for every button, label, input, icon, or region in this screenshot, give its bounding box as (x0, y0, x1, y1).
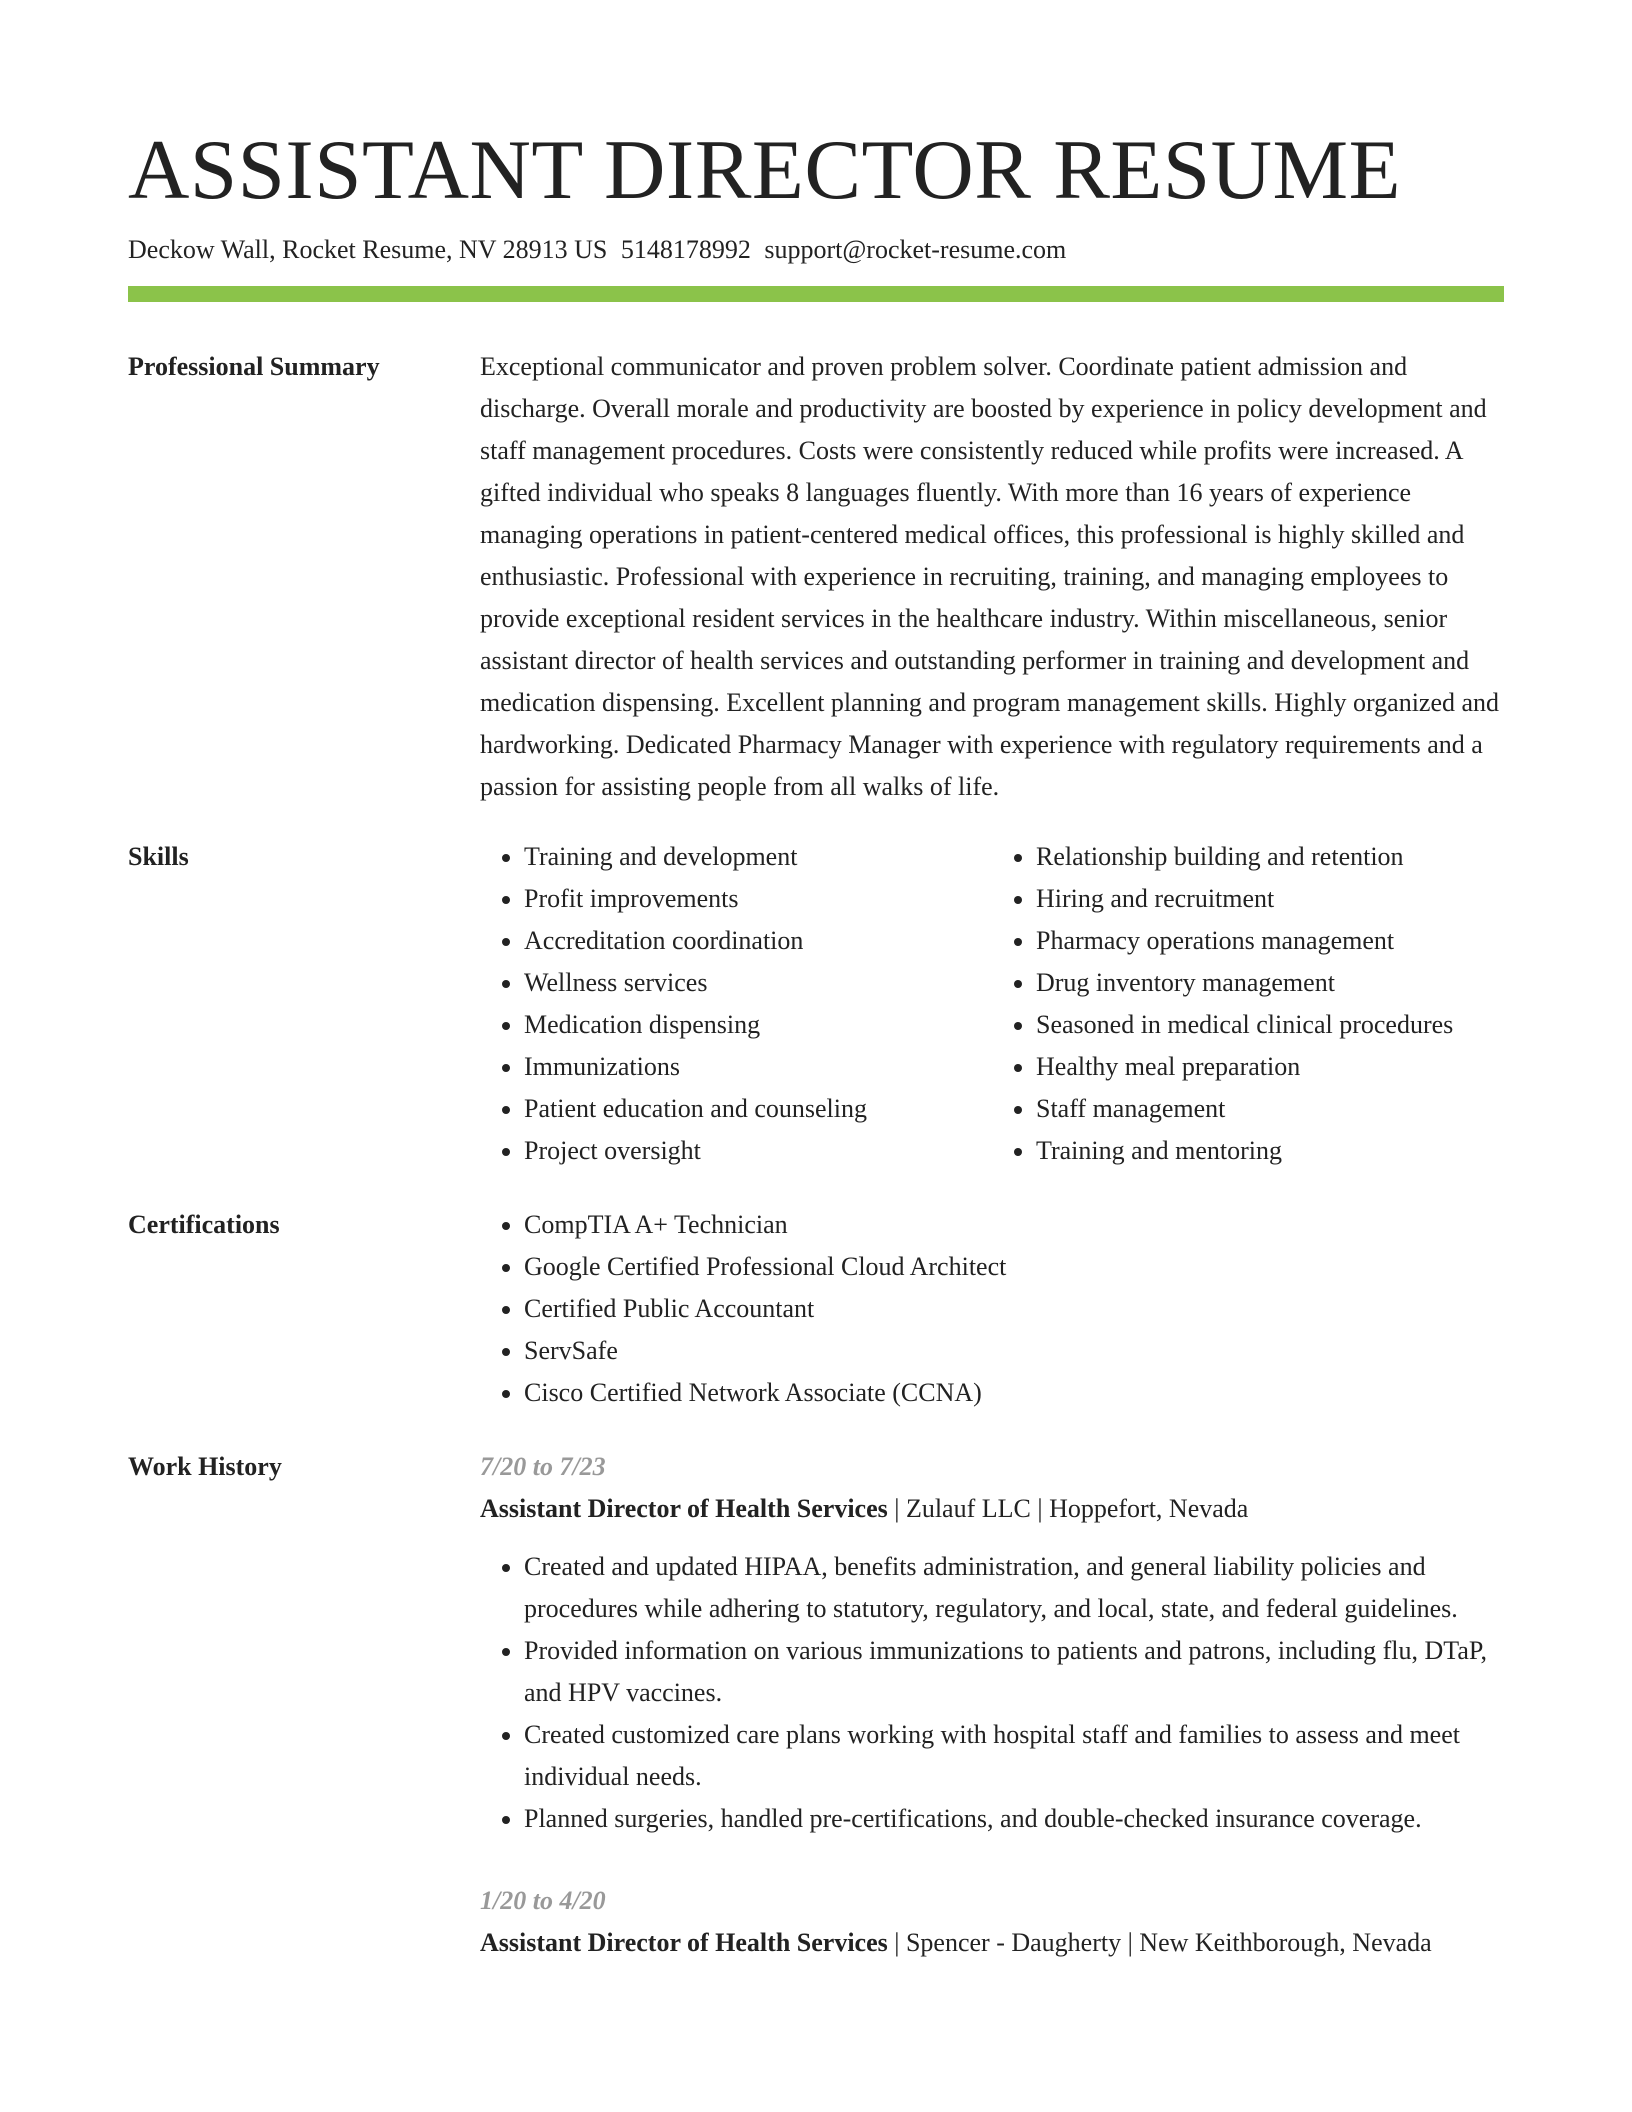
certifications-list (480, 1204, 1504, 1414)
work-history-body (480, 1452, 1504, 1964)
job-bullet: • Provided information on various immunizations to patients and patrons, including flu, DTaP, and HPV vaccines. (524, 1630, 1504, 1714)
job-dates: 1/20 to 4/20 (480, 1886, 606, 1915)
job-title: Assistant Director of Health Services (480, 1928, 888, 1957)
certification-item: • Certified Public Accountant (524, 1288, 1504, 1330)
skill-item: • Wellness services (524, 962, 992, 1004)
section-heading-summary: Professional Summary (128, 352, 380, 381)
skill-item: • Immunizations (524, 1046, 992, 1088)
job-dates: 7/20 to 7/23 (480, 1452, 606, 1481)
contact-phone: 5148178992 (620, 235, 751, 264)
certification-item: • CompTIA A+ Technician (524, 1204, 1504, 1246)
job-employer-location: | Zulauf LLC | Hoppefort, Nevada (887, 1494, 1249, 1523)
summary-section (128, 352, 1504, 808)
skill-item: • Relationship building and retention (1036, 836, 1504, 878)
job-title-line (480, 1922, 1504, 1964)
skill-item: • Drug inventory management (1036, 962, 1504, 1004)
certification-item: • Google Certified Professional Cloud Architect (524, 1246, 1504, 1288)
job-entry (480, 1446, 1504, 1840)
job-bullet: • Created customized care plans working with hospital staff and families to assess and meet individual needs. (524, 1714, 1504, 1798)
certification-item: • Cisco Certified Network Associate (CCNA) (524, 1372, 1504, 1414)
skill-item: • Medication dispensing (524, 1004, 992, 1046)
skill-item: • Profit improvements (524, 878, 992, 920)
work-history-section (128, 1452, 1504, 1964)
skill-item: • Accreditation coordination (524, 920, 992, 962)
contact-line (128, 232, 1504, 268)
section-heading-skills: Skills (128, 842, 189, 871)
skill-item: • Healthy meal preparation (1036, 1046, 1504, 1088)
summary-text: Exceptional communicator and proven problem solver. Coordinate patient admission and discharge. Overall morale and productivity are boosted by experience in policy development and staff management procedures. Costs were consistently reduced while profits were increased. A gifted individual who speaks 8 languages fluently. With more than 16 years of experience managing operations in patient-centered medical offices, this professional is highly skilled and enthusiastic. Professional with experience in recruiting, training, and managing employees to provide exceptional resident services in the healthcare industry. Within miscellaneous, senior assistant director of health services and outstanding performer in training and development and medication dispensing. Excellent planning and program management skills. Highly organized and hardworking. Dedicated Pharmacy Manager with experience with regulatory requirements and a passion for assisting people from all walks of life. (480, 352, 1500, 801)
skills-body (480, 842, 1504, 1172)
skill-item: • Hiring and recruitment (1036, 878, 1504, 920)
job-title-line (480, 1488, 1504, 1530)
skill-item: • Project oversight (524, 1130, 992, 1172)
skill-item: • Training and development (524, 836, 992, 878)
contact-address: Deckow Wall, Rocket Resume, NV 28913 US (128, 235, 608, 264)
skill-item: • Patient education and counseling (524, 1088, 992, 1130)
summary-body (480, 352, 1504, 808)
certifications-body (480, 1210, 1504, 1414)
skills-list-left (480, 836, 992, 1172)
section-heading-work-history: Work History (128, 1452, 282, 1481)
job-bullet: • Planned surgeries, handled pre-certifications, and double-checked insurance coverage. (524, 1798, 1504, 1840)
job-bullets (480, 1546, 1504, 1840)
skills-section (128, 842, 1504, 1172)
accent-divider (128, 286, 1504, 302)
skill-item: • Training and mentoring (1036, 1130, 1504, 1172)
skills-list-right (992, 836, 1504, 1172)
skills-columns (480, 836, 1504, 1172)
job-entry (480, 1880, 1504, 1964)
contact-email: support@rocket-resume.com (764, 235, 1067, 264)
job-bullet: • Created and updated HIPAA, benefits administration, and general liability policies and procedures while adhering to statutory, regulatory, and local, state, and federal guidelines. (524, 1546, 1504, 1630)
resume-title: ASSISTANT DIRECTOR RESUME (128, 123, 1402, 217)
job-employer-location: | Spencer - Daugherty | New Keithborough, Nevada (887, 1928, 1432, 1957)
job-title: Assistant Director of Health Services (480, 1494, 888, 1523)
certification-item: • ServSafe (524, 1330, 1504, 1372)
skill-item: • Staff management (1036, 1088, 1504, 1130)
skill-item: • Seasoned in medical clinical procedures (1036, 1004, 1504, 1046)
certifications-section (128, 1210, 1504, 1414)
resume-page (128, 118, 1504, 1964)
section-heading-certifications: Certifications (128, 1210, 280, 1239)
skill-item: • Pharmacy operations management (1036, 920, 1504, 962)
